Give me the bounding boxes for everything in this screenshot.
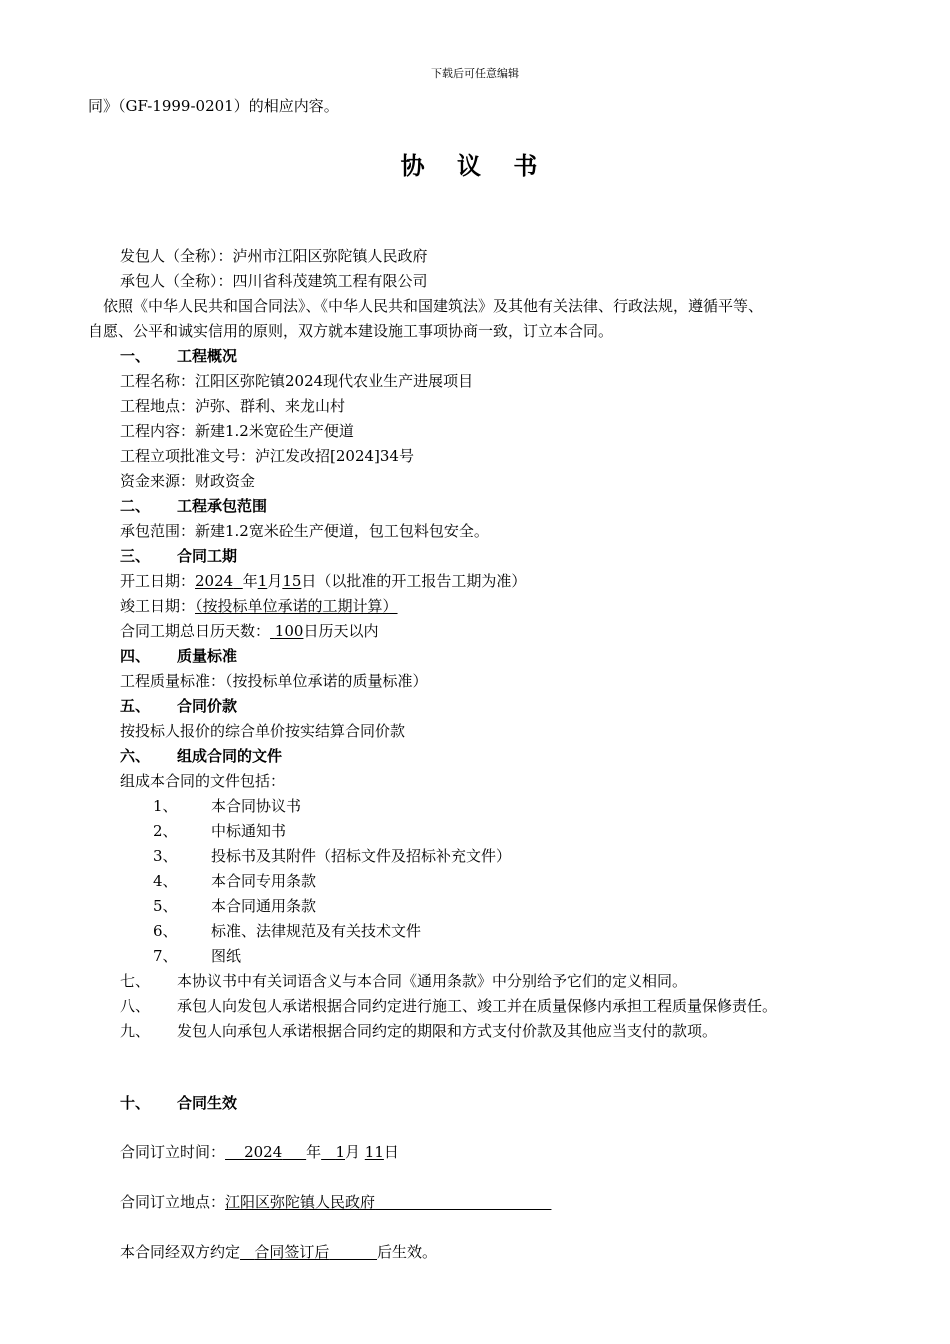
completion-date-value: （按投标单位承诺的工期计算） [195,597,398,615]
list-item-text: 中标通知书 [211,822,287,840]
funding-source: 资金来源：财政资金 [120,472,256,490]
list-item [153,921,421,941]
list-item-number: 5、 [153,897,178,915]
section-title: 组成合同的文件 [177,747,283,765]
list-item [153,821,286,841]
clause-8 [120,996,777,1016]
list-item-text: 标准、法律规范及有关技术文件 [211,922,422,940]
start-date-label: 开工日期： [120,572,196,590]
completion-date-label: 竣工日期： [120,597,196,615]
contract-price: 按投标人报价的综合单价按实结算合同价款 [120,722,406,740]
effective-prefix: 本合同经双方约定 [120,1243,241,1261]
section-number: 四、 [120,647,151,665]
start-year: 2024 [195,572,234,590]
section-number: 二、 [120,497,151,515]
section-title: 合同价款 [177,697,238,715]
section-title: 工程承包范围 [177,497,268,515]
sign-place-label: 合同订立地点： [120,1193,226,1211]
clause-9 [120,1021,717,1041]
section-number: 六、 [120,747,151,765]
clause-number: 八、 [120,997,151,1015]
clause-text: 本协议书中有关词语含义与本合同《通用条款》中分别给予它们的定义相同。 [177,972,688,990]
list-item-text: 本合同通用条款 [211,897,317,915]
preamble-line-1: 依照《中华人民共和国合同法》、《中华人民共和国建筑法》及其他有关法律、行政法规，遵循平等、 [103,297,764,315]
underline-gap [240,1243,254,1261]
section-number: 十、 [120,1094,151,1112]
list-item-text: 投标书及其附件（招标文件及招标补充文件） [211,847,512,865]
employer-line: 发包人（全称）：泸州市江阳区弥陀镇人民政府 [120,247,428,265]
sign-day: 11 [364,1143,384,1161]
day-unit: 日 [383,1143,399,1161]
section-heading-3 [120,546,237,566]
contractor-line: 承包人（全称）：四川省科茂建筑工程有限公司 [120,272,428,290]
section-heading-4 [120,646,237,666]
sign-place-value: 江阳区弥陀镇人民政府 [225,1193,376,1211]
list-item-number: 4、 [153,872,178,890]
contract-scope: 承包范围：新建1.2宽米砼生产便道，包工包料包安全。 [120,522,489,540]
list-item [153,846,511,866]
total-days-label: 合同工期总日历天数： [120,622,271,640]
underline-gap [225,1143,244,1161]
effective-suffix: 后生效。 [377,1243,438,1261]
total-days-value: 100 [274,622,304,640]
section-number: 一、 [120,347,151,365]
underline-gap [375,1193,551,1211]
documents-intro: 组成本合同的文件包括： [120,772,286,790]
total-days-line [120,621,378,641]
list-item-number: 6、 [153,922,178,940]
header-note: 下载后可任意编辑 [431,67,519,80]
start-month: 1 [257,572,268,590]
sign-place-line [120,1192,551,1212]
list-item [153,896,316,916]
section-number: 五、 [120,697,151,715]
project-name: 工程名称：江阳区弥陀镇2024现代农业生产进展项目 [120,372,474,390]
clause-7 [120,971,687,991]
clause-text: 承包人向发包人承诺根据合同约定进行施工、竣工并在质量保修内承担工程质量保修责任。 [177,997,778,1015]
sign-year: 2024 [244,1143,283,1161]
clause-number: 九、 [120,1022,151,1040]
effective-line [120,1242,437,1262]
total-days-suffix: 日历天以内 [303,622,379,640]
project-content: 工程内容：新建1.2米宽砼生产便道 [120,422,354,440]
quality-standard: 工程质量标准：（按投标单位承诺的质量标准） [120,672,428,690]
list-item-text: 本合同专用条款 [211,872,317,890]
approval-number: 工程立项批准文号：泸江发改招[2024]34号 [120,447,414,465]
project-site: 工程地点：泸弥、群利、来龙山村 [120,397,346,415]
section-number: 三、 [120,547,151,565]
section-title: 质量标准 [177,647,238,665]
year-unit: 年 [242,572,258,590]
continuation-line: 同》（GF-1999-0201）的相应内容。 [88,97,339,115]
preamble-line-2: 自愿、公平和诚实信用的原则，双方就本建设施工事项协商一致，订立本合同。 [88,322,614,340]
month-unit: 月 [345,1143,361,1161]
underline-gap [329,1243,377,1261]
section-title: 合同生效 [177,1094,238,1112]
completion-date-line [120,596,398,616]
month-unit: 月 [267,572,283,590]
section-heading-2 [120,496,267,516]
underline-gap [282,1143,306,1161]
list-item-text: 图纸 [211,947,242,965]
sign-month: 1 [335,1143,345,1161]
clause-text: 发包人向承包人承诺根据合同约定的期限和方式支付价款及其他应当支付的款项。 [177,1022,718,1040]
section-title: 工程概况 [177,347,238,365]
list-item-text: 本合同协议书 [211,797,302,815]
day-unit: 日（以批准的开工报告工期为准） [301,572,527,590]
list-item-number: 7、 [153,947,178,965]
section-heading-5 [120,696,237,716]
effective-value: 合同签订后 [254,1243,330,1261]
sign-time-label: 合同订立时间： [120,1143,226,1161]
section-title: 合同工期 [177,547,238,565]
list-item-number: 1、 [153,797,178,815]
underline-gap [321,1143,335,1161]
list-item [153,796,301,816]
sign-time-line [120,1142,399,1162]
list-item-number: 3、 [153,847,178,865]
page-title: 协 议 书 [400,152,550,180]
section-heading-10 [120,1093,237,1113]
start-date-line [120,571,526,591]
list-item-number: 2、 [153,822,178,840]
section-heading-1 [120,346,237,366]
year-unit: 年 [306,1143,322,1161]
underline-gap [233,572,243,590]
start-day: 15 [282,572,302,590]
list-item [153,871,316,891]
clause-number: 七、 [120,972,151,990]
section-heading-6 [120,746,282,766]
list-item [153,946,241,966]
